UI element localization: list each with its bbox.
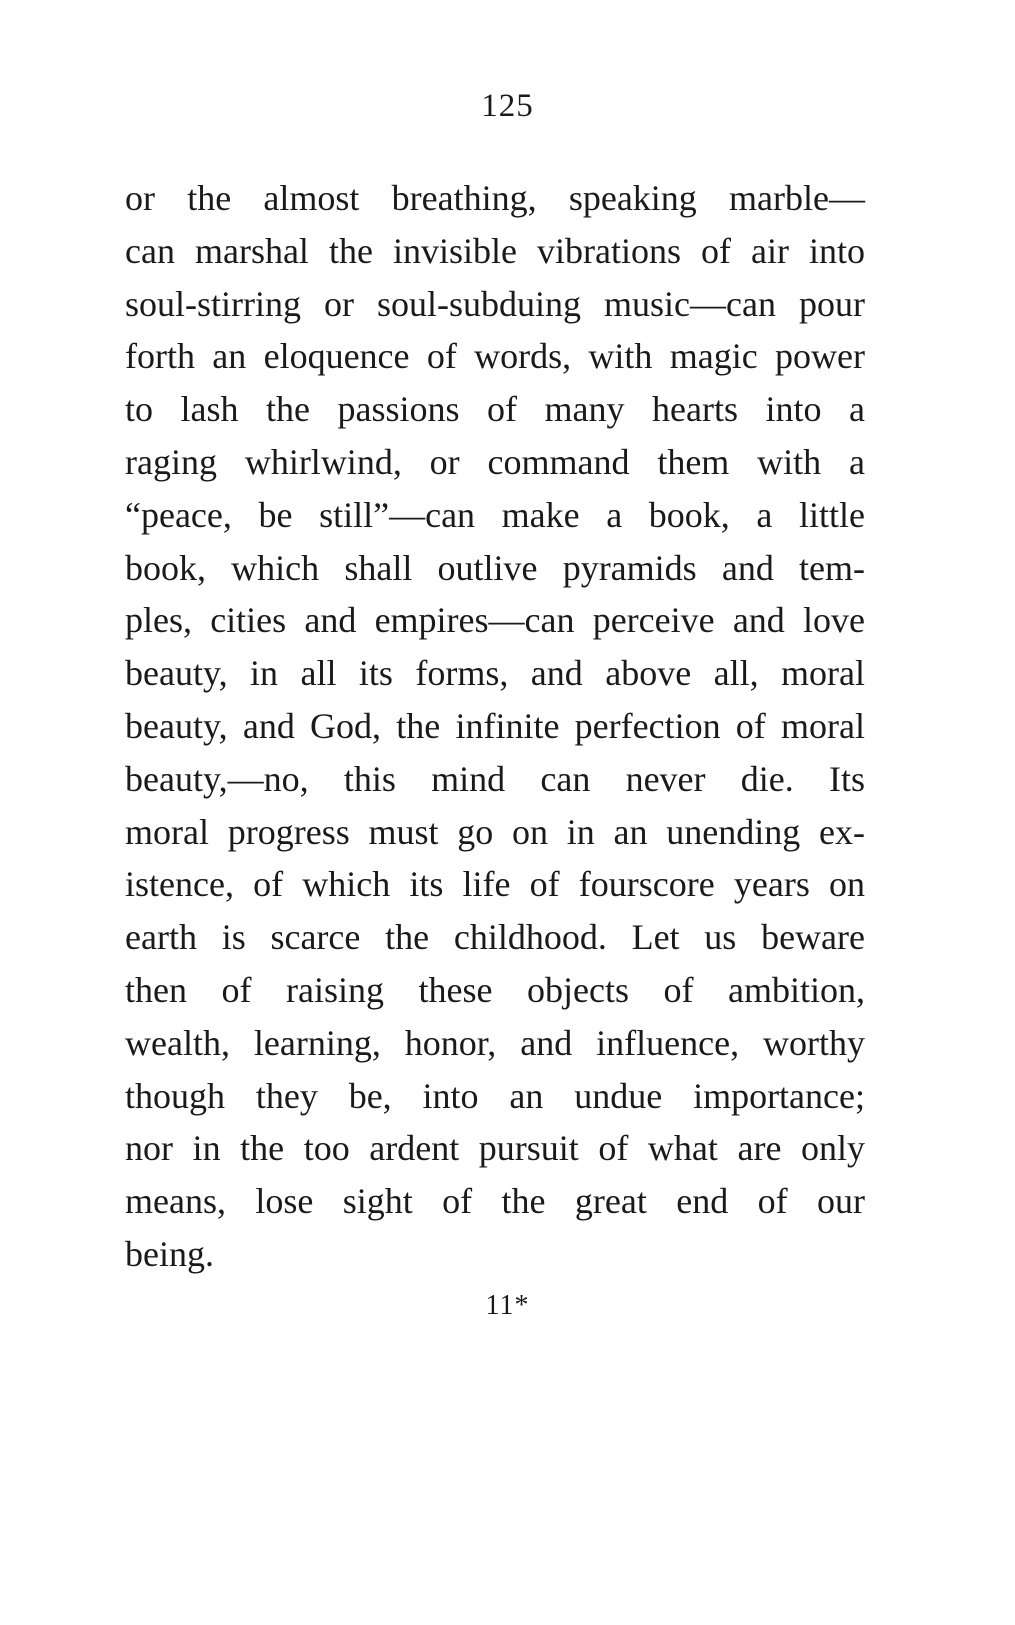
text-line: beauty, in all its forms, and above all, moral [125,653,865,694]
text-line: raging whirlwind, or command them with a [125,441,865,482]
page-number: 125 [481,88,534,124]
signature-mark: 11* [485,1290,530,1321]
text-line: being. [125,1233,214,1274]
body-text [125,172,865,1281]
text-line: soul-stirring or soul-subduing music—can pour [125,283,865,324]
text-line: means, lose sight of the great end of our [125,1181,865,1222]
text-line: wealth, learning, honor, and influence, worthy [125,1022,865,1063]
text-line: though they be, into an undue importance; [125,1075,865,1116]
text-line: ples, cities and empires—can perceive and love [125,600,865,641]
text-line: or the almost breathing, speaking marble— [125,178,865,218]
text-line: can marshal the invisible vibrations of air into [125,230,865,271]
text-line: then of raising these objects of ambition, [125,969,865,1010]
text-line: beauty,—no, this mind can never die. Its [125,758,865,799]
text-line: moral progress must go on in an unending ex- [125,811,865,852]
text-line: forth an eloquence of words, with magic power [125,336,865,377]
text-line: to lash the passions of many hearts into a [125,389,865,430]
text-line: earth is scarce the childhood. Let us beware [125,917,865,958]
text-line: beauty, and God, the infinite perfection of moral [125,705,865,746]
text-line: book, which shall outlive pyramids and tem- [125,547,865,588]
text-line: istence, of which its life of fourscore years on [125,864,865,905]
text-line: nor in the too ardent pursuit of what are only [125,1128,865,1169]
text-line: “peace, be still”—can make a book, a little [125,494,865,535]
